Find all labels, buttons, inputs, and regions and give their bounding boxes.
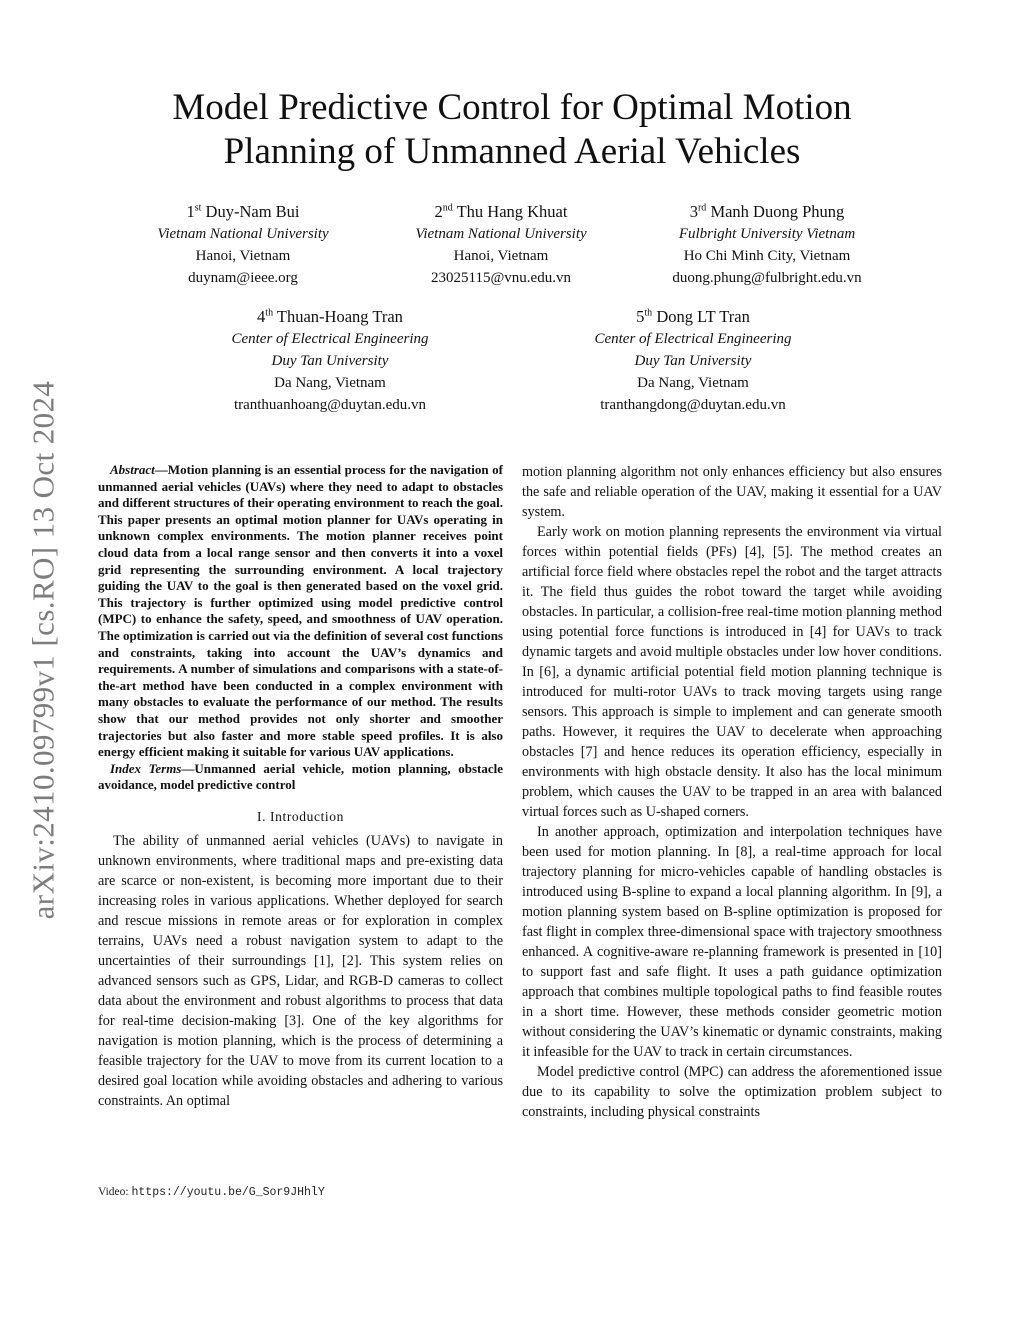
author-block-1 <box>118 201 368 289</box>
author-affiliation: Center of Electrical Engineering <box>231 331 429 347</box>
arxiv-stamp-text: arXiv:2410.09799v1 [cs.RO] 13 Oct 2024 <box>25 380 61 920</box>
author-email: tranthangdong@duytan.edu.vn <box>600 397 786 413</box>
abstract-label: Abstract <box>110 462 155 477</box>
title-line-2: Planning of Unmanned Aerial Vehicles <box>223 131 801 172</box>
author-name: 2nd Thu Hang Khuat <box>434 202 568 221</box>
arxiv-stamp <box>22 355 64 945</box>
author-block-5 <box>558 306 828 416</box>
body-paragraph: Early work on motion planning represents the environment via virtual forces within potential fields (PFs) [4], [5]. The method creates an artificial force field where obstacles repel the robot and the target attracts it. The field thus guides the robot toward the target while avoiding obstacles. In particular, a collision-free real-time motion planning method using potential force functions is introduced in [4] for UAVs to track dynamic targets and avoid multiple obstacles under low hover conditions. In [6], a dynamic artificial potential field motion planning technique is introduced for multi-rotor UAVs to track moving targets using range sensors. This approach is simple to implement and can generate smooth paths. However, it requires the UAV to decelerate when approaching obstacles [7] and hence reduces its operation efficiency, especially in environments with high obstacle density. It also has the local minimum problem, which causes the UAV to be trapped in an area with balanced virtual forces such as U-shaped corners. <box>522 524 942 820</box>
author-email: duynam@ieee.org <box>188 270 298 286</box>
abstract <box>98 462 503 761</box>
right-column <box>522 462 942 1122</box>
index-terms-text: —Unmanned aerial vehicle, motion planning, obstacle avoidance, model predictive control <box>98 760 503 793</box>
author-affiliation-2: Duy Tan University <box>271 353 389 369</box>
author-affiliation: Fulbright University Vietnam <box>678 226 856 242</box>
intro-paragraph: The ability of unmanned aerial vehicles (UAVs) to navigate in unknown environments, where traditional maps and pre-existing data are scarce or non-existent, is becoming more important due to their increasing roles in various applications. Whether deployed for search and rescue missions in remote areas or for exploration in complex terrains, UAVs need a robust navigation system to adapt to the uncertainties of their surroundings [1], [2]. This system relies on advanced sensors such as GPS, Lidar, and RGB-D cameras to collect data about the environment and robust algorithms to process that data for real-time decision-making [3]. One of the key algorithms for navigation is motion planning, which is the process of determining a feasible trajectory for the UAV to move from its current location to a desired goal location while avoiding obstacles and adhering to various constraints. An optimal <box>98 832 503 1109</box>
video-footnote <box>98 1186 325 1199</box>
body-paragraph: In another approach, optimization and interpolation techniques have been used for motion planning. In [8], a real-time approach for local trajectory planning for micro-vehicles capable of handling obstacles is introduced using B-spline to expand a local planning algorithm. In [9], a motion planning system based on B-spline optimization is proposed for fast flight in complex three-dimensional space with trajectory smoothness enhanced. A cognitive-aware re-planning framework is presented in [10] to support fast and safe flight. It uses a path guidance optimization approach that combines multiple topological paths to find feasible routes in a short time. However, these methods consider geometric motion without considering the UAV’s kinematic or dynamic constraints, making it infeasible for the UAV to track in certain circumstances. <box>522 824 942 1060</box>
author-name: 4th Thuan-Hoang Tran <box>257 307 403 326</box>
author-location: Hanoi, Vietnam <box>195 248 291 264</box>
author-email: 23025115@vnu.edu.vn <box>431 270 571 286</box>
author-affiliation: Vietnam National University <box>415 226 587 242</box>
author-affiliation-2: Duy Tan University <box>634 353 752 369</box>
author-email: duong.phung@fulbright.edu.vn <box>672 270 862 286</box>
author-location: Hanoi, Vietnam <box>453 248 549 264</box>
author-location: Da Nang, Vietnam <box>274 375 386 391</box>
author-email: tranthuanhoang@duytan.edu.vn <box>233 397 427 413</box>
author-affiliation: Center of Electrical Engineering <box>594 331 792 347</box>
author-location: Ho Chi Minh City, Vietnam <box>683 248 851 264</box>
video-link[interactable]: https://youtu.be/G_Sor9JHhlY <box>131 1186 325 1199</box>
author-block-4 <box>195 306 465 416</box>
body-paragraph-continued: motion planning algorithm not only enhances efficiency but also ensures the safe and reliable operation of the UAV, making it essential for a UAV system. <box>522 464 942 520</box>
footnote-label: Video: <box>98 1186 132 1198</box>
author-affiliation: Vietnam National University <box>157 226 329 242</box>
body-paragraph: Model predictive control (MPC) can address the aforementioned issue due to its capability to solve the optimization problem subject to constraints, including physical constraints <box>522 1064 942 1120</box>
section-heading-introduction: I. Introduction <box>257 808 344 824</box>
author-name: 1st Duy-Nam Bui <box>186 202 300 221</box>
author-location: Da Nang, Vietnam <box>637 375 749 391</box>
index-terms-label: Index Terms <box>110 760 182 776</box>
author-name: 3rd Manh Duong Phung <box>689 202 845 221</box>
abstract-text: —Motion planning is an essential process for the navigation of unmanned aerial vehicles (UAVs) where they need to adapt to obstacles and different structures of their operating environment to reach the goal. This paper presents an optimal motion planner for UAVs operating in unknown complex environments. The motion planner receives point cloud data from a local range sensor and then converts it into a voxel grid representing the surrounding environment. A local trajectory guiding the UAV to the goal is then generated based on the voxel grid. This trajectory is further optimized using model predictive control (MPC) to enhance the safety, speed, and smoothness of UAV operation. The optimization is carried out via the definition of several cost functions and constraints, taking into account the UAV’s dynamics and requirements. A number of simulations and comparisons with a state-of-the-art method have been conducted in a complex environment with many obstacles to evaluate the performance of our method. The results show that our method provides not only shorter and smoother trajectories but also faster and more stable speed profiles. It is also energy efficient making it suitable for various UAV applications. <box>98 462 503 760</box>
paper-title <box>100 86 924 174</box>
author-name: 5th Dong LT Tran <box>636 307 750 326</box>
index-terms <box>98 761 503 794</box>
left-column <box>98 462 503 1111</box>
author-block-2 <box>376 201 626 289</box>
author-block-3 <box>632 201 902 289</box>
title-line-1: Model Predictive Control for Optimal Motion <box>172 87 852 128</box>
